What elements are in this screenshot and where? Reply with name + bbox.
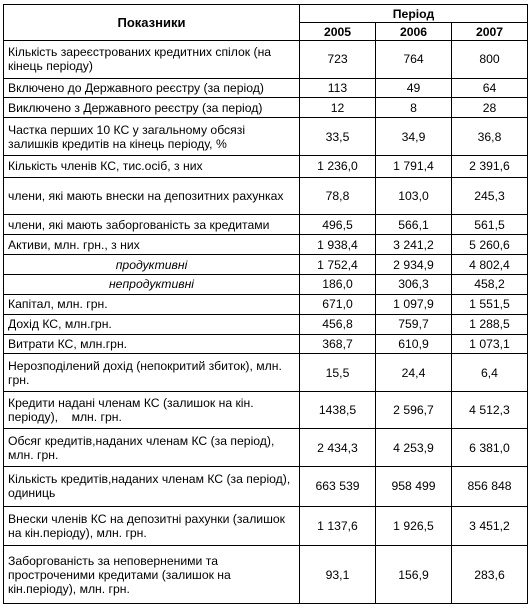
table-row (4, 235, 528, 255)
value-2006: 24,4 (376, 354, 452, 392)
value-2005: 15,5 (300, 354, 376, 392)
row-label: Активи, млн. грн., з них (4, 235, 300, 255)
value-2006: 610,9 (376, 334, 452, 354)
value-2005: 78,8 (300, 177, 376, 215)
value-2006: 958 499 (376, 467, 452, 507)
row-label: Кредити надані членам КС (залишок на кін. періоду), млн. грн. (4, 391, 300, 429)
table-row (4, 391, 528, 429)
value-2006: 1 926,5 (376, 506, 452, 546)
value-2007: 28 (452, 98, 528, 118)
value-2007: 245,3 (452, 177, 528, 215)
value-2006: 1 097,9 (376, 294, 452, 314)
value-2007: 3 451,2 (452, 506, 528, 546)
row-label: Виключено з Державного реєстру (за період) (4, 98, 300, 118)
row-label: Витрати КС, млн.грн. (4, 334, 300, 354)
table-row (4, 429, 528, 467)
header-period: Період (300, 5, 528, 23)
value-2006: 2 934,9 (376, 255, 452, 275)
value-2005: 1 236,0 (300, 155, 376, 177)
value-2006: 764 (376, 41, 452, 79)
row-label: Кількість зареєстрованих кредитних спілок (на кінець періоду) (4, 41, 300, 79)
value-2007: 6,4 (452, 354, 528, 392)
table-row (4, 294, 528, 314)
value-2005: 1 752,4 (300, 255, 376, 275)
row-label: Кількість членів КС, тис.осіб, з них (4, 155, 300, 177)
header-year-2006: 2006 (376, 23, 452, 41)
value-2007: 5 260,6 (452, 235, 528, 255)
value-2005: 12 (300, 98, 376, 118)
value-2006: 2 596,7 (376, 391, 452, 429)
table-row (4, 546, 528, 604)
value-2007: 561,5 (452, 215, 528, 235)
value-2005: 186,0 (300, 274, 376, 294)
row-label: Дохід КС, млн.грн. (4, 314, 300, 334)
row-label: Частка перших 10 КС у загальному обсязі залишків кредитів на кінець періоду, % (4, 118, 300, 156)
value-2005: 113 (300, 78, 376, 98)
value-2005: 456,8 (300, 314, 376, 334)
table-row (4, 255, 528, 275)
value-2006: 156,9 (376, 546, 452, 604)
value-2007: 856 848 (452, 467, 528, 507)
value-2006: 8 (376, 98, 452, 118)
value-2007: 4 512,3 (452, 391, 528, 429)
value-2006: 34,9 (376, 118, 452, 156)
value-2007: 800 (452, 41, 528, 79)
value-2007: 458,2 (452, 274, 528, 294)
row-label: Обсяг кредитів,наданих членам КС (за період), млн. грн. (4, 429, 300, 467)
value-2007: 36,8 (452, 118, 528, 156)
header-year-2005: 2005 (300, 23, 376, 41)
table-row (4, 177, 528, 215)
value-2006: 1 791,4 (376, 155, 452, 177)
value-2006: 566,1 (376, 215, 452, 235)
value-2007: 64 (452, 78, 528, 98)
table-row (4, 506, 528, 546)
value-2007: 1 551,5 (452, 294, 528, 314)
value-2005: 723 (300, 41, 376, 79)
value-2005: 671,0 (300, 294, 376, 314)
value-2005: 1438,5 (300, 391, 376, 429)
value-2006: 49 (376, 78, 452, 98)
value-2006: 4 253,9 (376, 429, 452, 467)
table-row (4, 354, 528, 392)
value-2007: 1 073,1 (452, 334, 528, 354)
table-row (4, 467, 528, 507)
row-label: Внески членів КС на депозитні рахунки (залишок на кін.періоду), млн. грн. (4, 506, 300, 546)
value-2006: 3 241,2 (376, 235, 452, 255)
table-row (4, 314, 528, 334)
value-2006: 103,0 (376, 177, 452, 215)
table-row (4, 78, 528, 98)
header-indicators: Показники (4, 5, 300, 41)
value-2007: 6 381,0 (452, 429, 528, 467)
table-row (4, 118, 528, 156)
value-2006: 306,3 (376, 274, 452, 294)
table-row (4, 334, 528, 354)
row-label: Кількість кредитів,наданих членам КС (за період), одиниць (4, 467, 300, 507)
value-2006: 759,7 (376, 314, 452, 334)
value-2005: 496,5 (300, 215, 376, 235)
value-2005: 93,1 (300, 546, 376, 604)
row-label: Включено до Державного реєстру (за період) (4, 78, 300, 98)
value-2005: 663 539 (300, 467, 376, 507)
value-2007: 283,6 (452, 546, 528, 604)
table-row (4, 155, 528, 177)
value-2005: 1 938,4 (300, 235, 376, 255)
value-2007: 4 802,4 (452, 255, 528, 275)
value-2007: 1 288,5 (452, 314, 528, 334)
row-label: члени, які мають внески на депозитних рахунках (4, 177, 300, 215)
value-2005: 1 137,6 (300, 506, 376, 546)
table-row (4, 274, 528, 294)
row-label: Нерозподілений дохід (непокритий збиток), млн. грн. (4, 354, 300, 392)
table-row (4, 215, 528, 235)
credit-unions-table (3, 4, 528, 604)
row-label: Заборгованість за неповерненими та простроченими кредитами (залишок на кін.періоду), млн. грн. (4, 546, 300, 604)
row-label: Капітал, млн. грн. (4, 294, 300, 314)
value-2005: 33,5 (300, 118, 376, 156)
row-label: продуктивні (4, 255, 300, 275)
table-row (4, 41, 528, 79)
header-year-2007: 2007 (452, 23, 528, 41)
row-label: члени, які мають заборгованість за кредитами (4, 215, 300, 235)
value-2005: 368,7 (300, 334, 376, 354)
row-label: непродуктивні (4, 274, 300, 294)
value-2007: 2 391,6 (452, 155, 528, 177)
value-2005: 2 434,3 (300, 429, 376, 467)
table-row (4, 98, 528, 118)
